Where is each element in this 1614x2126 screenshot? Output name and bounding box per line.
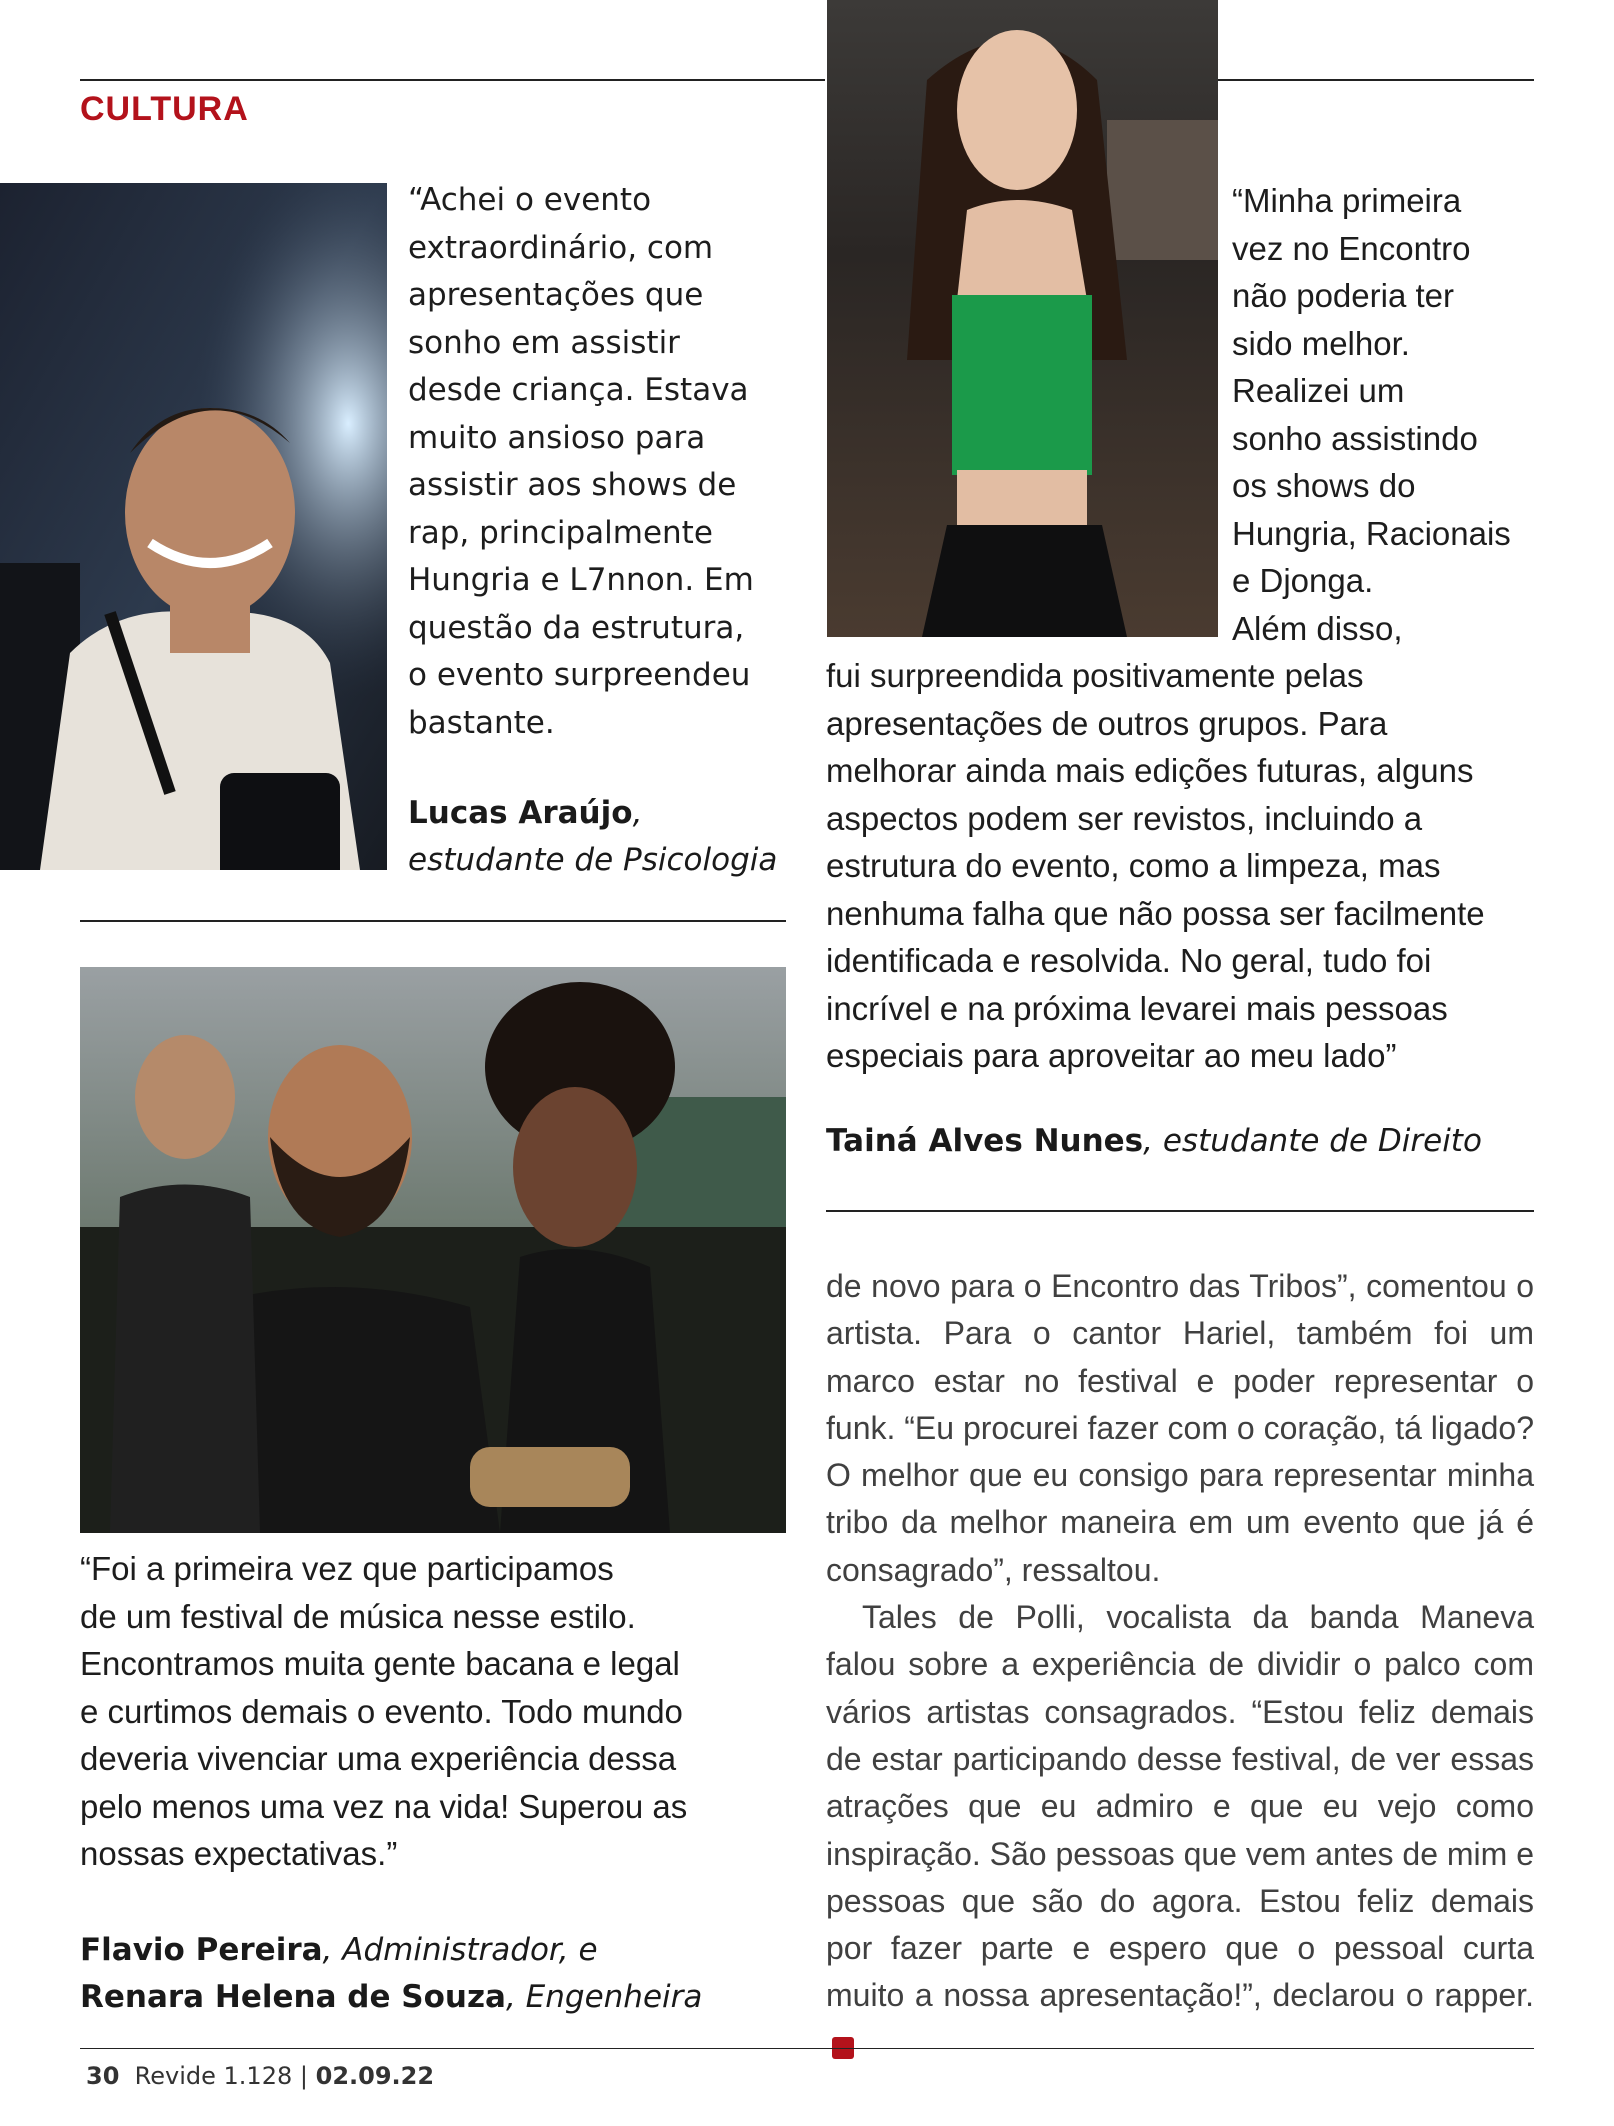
attribution-lucas-role: estudante de Psicologia (408, 842, 778, 878)
attribution-taina-name: Tainá Alves Nunes (826, 1123, 1144, 1159)
page-number: 30 (86, 2062, 120, 2090)
quote-lucas-line: sonho em assistir (408, 324, 680, 361)
photo-flavio-renara (80, 967, 786, 1533)
quote-flavio-line: pelo menos uma vez na vida! Superou as (80, 1787, 688, 1825)
quote-lucas (408, 177, 788, 747)
magazine-issue: Revide 1.128 (134, 2062, 293, 2090)
attribution-lucas-name: Lucas Araújo (408, 795, 633, 831)
quote-lucas-line: muito ansioso para (408, 419, 706, 456)
quote-lucas-line: apresentações que (408, 277, 704, 313)
photo-taina (827, 0, 1218, 637)
quote-taina-line: “Minha primeira (1232, 182, 1462, 219)
quote-flavio-line: Encontramos muita gente bacana e legal (80, 1645, 680, 1682)
quote-flavio-line: “Foi a primeira vez que participamos (80, 1550, 614, 1587)
quote-lucas-line: assistir aos shows de (408, 467, 737, 503)
quote-flavio-line: nossas expectativas.” (80, 1835, 398, 1872)
top-rule-right (1218, 79, 1534, 81)
attribution-flavio: Flavio Pereira, Administrador, e Renara Helena de Souza, Engenheira (80, 1932, 703, 2015)
quote-taina-line: melhorar ainda mais edições futuras, alguns (826, 752, 1474, 789)
attribution-taina: Tainá Alves Nunes, estudante de Direito (826, 1123, 1482, 1159)
quote-lucas-line: desde criança. Estava (408, 372, 749, 408)
issue-date: 02.09.22 (315, 2062, 435, 2090)
quote-flavio-line: de um festival de música nesse estilo. (80, 1597, 636, 1635)
quote-lucas-line: questão da estrutura, (408, 609, 745, 646)
quote-taina-line: os shows do (1232, 467, 1416, 504)
quote-taina-line: vez no Encontro (1232, 229, 1471, 267)
footer-separator: | (299, 2062, 308, 2090)
rule-right-mid (826, 1210, 1534, 1212)
footer (86, 2062, 434, 2090)
top-rule-left (80, 79, 825, 81)
quote-lucas-line: o evento surpreendeu (408, 657, 751, 693)
attribution-taina-role: estudante de Direito (1162, 1123, 1482, 1159)
quote-taina-line: Além disso, (1232, 609, 1403, 647)
quote-taina-line: não poderia ter (1232, 277, 1454, 314)
attribution-flavio-name: Flavio Pereira (80, 1932, 323, 1968)
quote-taina-line: especiais para aproveitar ao meu lado” (826, 1037, 1397, 1074)
article-paragraph: de novo para o Encontro das Tribos”, comentou o artista. Para o cantor Hariel, também foi um marco estar no festival e poder representar o funk. “Eu procurei fazer com o coração, tá ligado? O melhor que eu consigo para representar minha tribo da melhor maneira em um evento que já é consagrado”, ressaltou. (826, 1268, 1534, 1588)
attribution-flavio-role: Administrador, e (342, 1932, 598, 1968)
end-mark-icon: R (832, 2037, 854, 2059)
quote-taina-line: apresentações de outros grupos. Para (826, 704, 1388, 742)
quote-taina (1232, 177, 1552, 652)
quote-taina-line: identificada e resolvida. No geral, tudo foi (826, 942, 1432, 979)
quote-taina-line: e Djonga. (1232, 562, 1374, 599)
rule-left-mid (80, 920, 786, 922)
quote-lucas-line: “Achei o evento (408, 182, 652, 218)
attribution-renara-name: Renara Helena de Souza (80, 1979, 506, 2015)
quote-taina-line: fui surpreendida positivamente pelas (826, 657, 1364, 694)
quote-taina-line: Hungria, Racionais (1232, 514, 1511, 552)
attribution-lucas: Lucas Araújo, estudante de Psicologia (408, 795, 778, 878)
footer-rule (80, 2048, 1534, 2049)
photo-lucas (0, 183, 387, 870)
quote-taina-line: Realizei um (1232, 372, 1405, 409)
quote-lucas-line: bastante. (408, 704, 555, 741)
quote-taina-line: sonho assistindo (1232, 419, 1478, 457)
quote-lucas-line: Hungria e L7nnon. Em (408, 562, 754, 598)
quote-taina-line: incrível e na próxima levarei mais pessoas (826, 989, 1448, 1027)
quote-taina-line: sido melhor. (1232, 324, 1410, 362)
quote-taina-cont (826, 652, 1556, 1080)
quote-taina-line: estrutura do evento, como a limpeza, mas (826, 847, 1441, 884)
quote-lucas-line: rap, principalmente (408, 514, 713, 551)
quote-flavio-line: e curtimos demais o evento. Todo mundo (80, 1692, 683, 1730)
quote-flavio (80, 1545, 800, 1878)
quote-taina-line: nenhuma falha que não possa ser facilmente (826, 894, 1485, 932)
quote-taina-line: aspectos podem ser revistos, incluindo a (826, 799, 1423, 837)
article-body (826, 1263, 1534, 2067)
section-label: CULTURA (80, 90, 249, 128)
quote-flavio-line: deveria vivenciar uma experiência dessa (80, 1740, 677, 1777)
article-paragraph: Tales de Polli, vocalista da banda Maneva falou sobre a experiência de dividir o palco com vários artistas consagrados. “Estou feliz demais de estar participando desse festival, de ver essas atrações que eu admiro e que eu vejo como inspiração. São pessoas que vem antes de mim e pessoas que são do agora. Estou feliz demais por fazer parte e espero que o pessoal curta muito a nossa apresentação!”, declarou o rapper. (826, 1599, 1534, 2014)
quote-lucas-line: extraordinário, com (408, 229, 714, 266)
attribution-renara-role: Engenheira (525, 1979, 703, 2015)
